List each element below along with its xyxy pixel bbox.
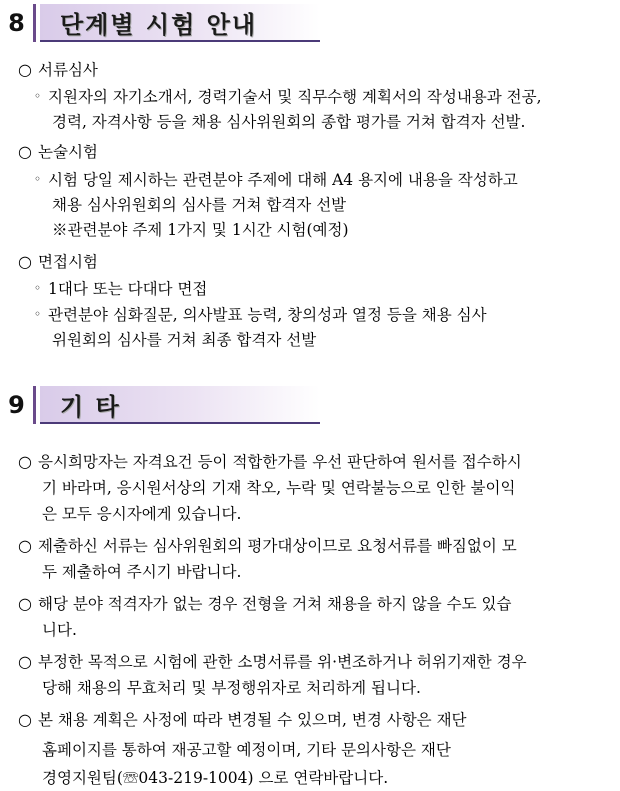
circle-bullet-icon: ○ [18, 452, 32, 471]
list-item: ○ 해당 분야 적격자가 없는 경우 전형을 거쳐 채용을 하지 않을 수도 있습 [18, 594, 512, 613]
list-item: ○ 본 채용 계획은 사정에 따라 변경될 수 있으며, 변경 사항은 재단 [18, 710, 467, 729]
note-line: ※관련분야 주제 1가지 및 1시간 시험(예정) [52, 221, 349, 239]
section-8-title: 단계별 시험 안내 [60, 10, 257, 39]
bullet-line-cont: 위원회의 심사를 거쳐 최종 합격자 선발 [52, 331, 317, 349]
circle-bullet-icon: ○ [18, 252, 32, 271]
list-item: ○ 제출하신 서류는 심사위원회의 평가대상이므로 요청서류를 빠짐없이 모 [18, 536, 517, 555]
list-item: ○ 응시희망자는 자격요건 등이 적합한가를 우선 판단하여 원서를 접수하시 [18, 452, 522, 471]
list-item-cont: 홈페이지를 통하여 재공고할 예정이며, 기타 문의사항은 재단 [42, 741, 451, 759]
dot-bullet-icon: ◦ [34, 281, 42, 295]
list-item: ○ 부정한 목적으로 시험에 관한 소명서류를 위·변조하거나 허위기재한 경우 [18, 652, 527, 671]
section-8-number: 8 [0, 4, 36, 42]
dot-bullet-icon: ◦ [34, 172, 42, 186]
bullet-line: ◦ 관련분야 심화질문, 의사발표 능력, 창의성과 열정 등을 채용 심사 [34, 306, 487, 324]
bullet-line: ◦ 1대다 또는 다대다 면접 [34, 280, 208, 298]
item-essay-test [18, 142, 98, 162]
list-item-cont: 은 모두 응시자에게 있습니다. [42, 505, 242, 523]
item-heading: 논술시험 [38, 143, 98, 161]
list-item-cont: 니다. [42, 621, 77, 639]
section-8-header [0, 4, 320, 42]
item-interview [18, 252, 98, 272]
dot-bullet-icon: ◦ [34, 89, 42, 103]
item-heading: 서류심사 [38, 61, 98, 79]
item-document-review [18, 60, 98, 80]
circle-bullet-icon: ○ [18, 536, 32, 555]
section-9-header [0, 386, 320, 424]
bullet-line: ◦ 시험 당일 제시하는 관련분야 주제에 대해 A4 용지에 내용을 작성하고 [34, 171, 518, 189]
bullet-line-cont: 경력, 자격사항 등을 채용 심사위원회의 종합 평가를 거쳐 합격자 선발. [52, 113, 526, 131]
section-9-number: 9 [0, 386, 36, 424]
bullet-line: ◦ 지원자의 자기소개서, 경력기술서 및 직무수행 계획서의 작성내용과 전공, [34, 88, 542, 106]
circle-bullet-icon: ○ [18, 710, 32, 729]
bullet-line-cont: 채용 심사위원회의 심사를 거쳐 합격자 선발 [52, 196, 347, 214]
list-item-cont: 경영지원팀(☏043-219-1004) 으로 연락바랍니다. [42, 769, 389, 787]
section-9-title-bar [40, 386, 320, 424]
circle-bullet-icon: ○ [18, 60, 32, 79]
circle-bullet-icon: ○ [18, 142, 32, 161]
list-item-cont: 당해 채용의 무효처리 및 부정행위자로 처리하게 됩니다. [42, 679, 421, 697]
circle-bullet-icon: ○ [18, 594, 32, 613]
item-heading: 면접시험 [38, 253, 98, 271]
circle-bullet-icon: ○ [18, 652, 32, 671]
list-item-cont: 두 제출하여 주시기 바랍니다. [42, 563, 242, 581]
section-8-title-bar [40, 4, 320, 42]
section-9-title: 기 타 [60, 392, 121, 421]
dot-bullet-icon: ◦ [34, 307, 42, 321]
list-item-cont: 기 바라며, 응시원서상의 기재 착오, 누락 및 연락불능으로 인한 불이익 [42, 479, 516, 497]
